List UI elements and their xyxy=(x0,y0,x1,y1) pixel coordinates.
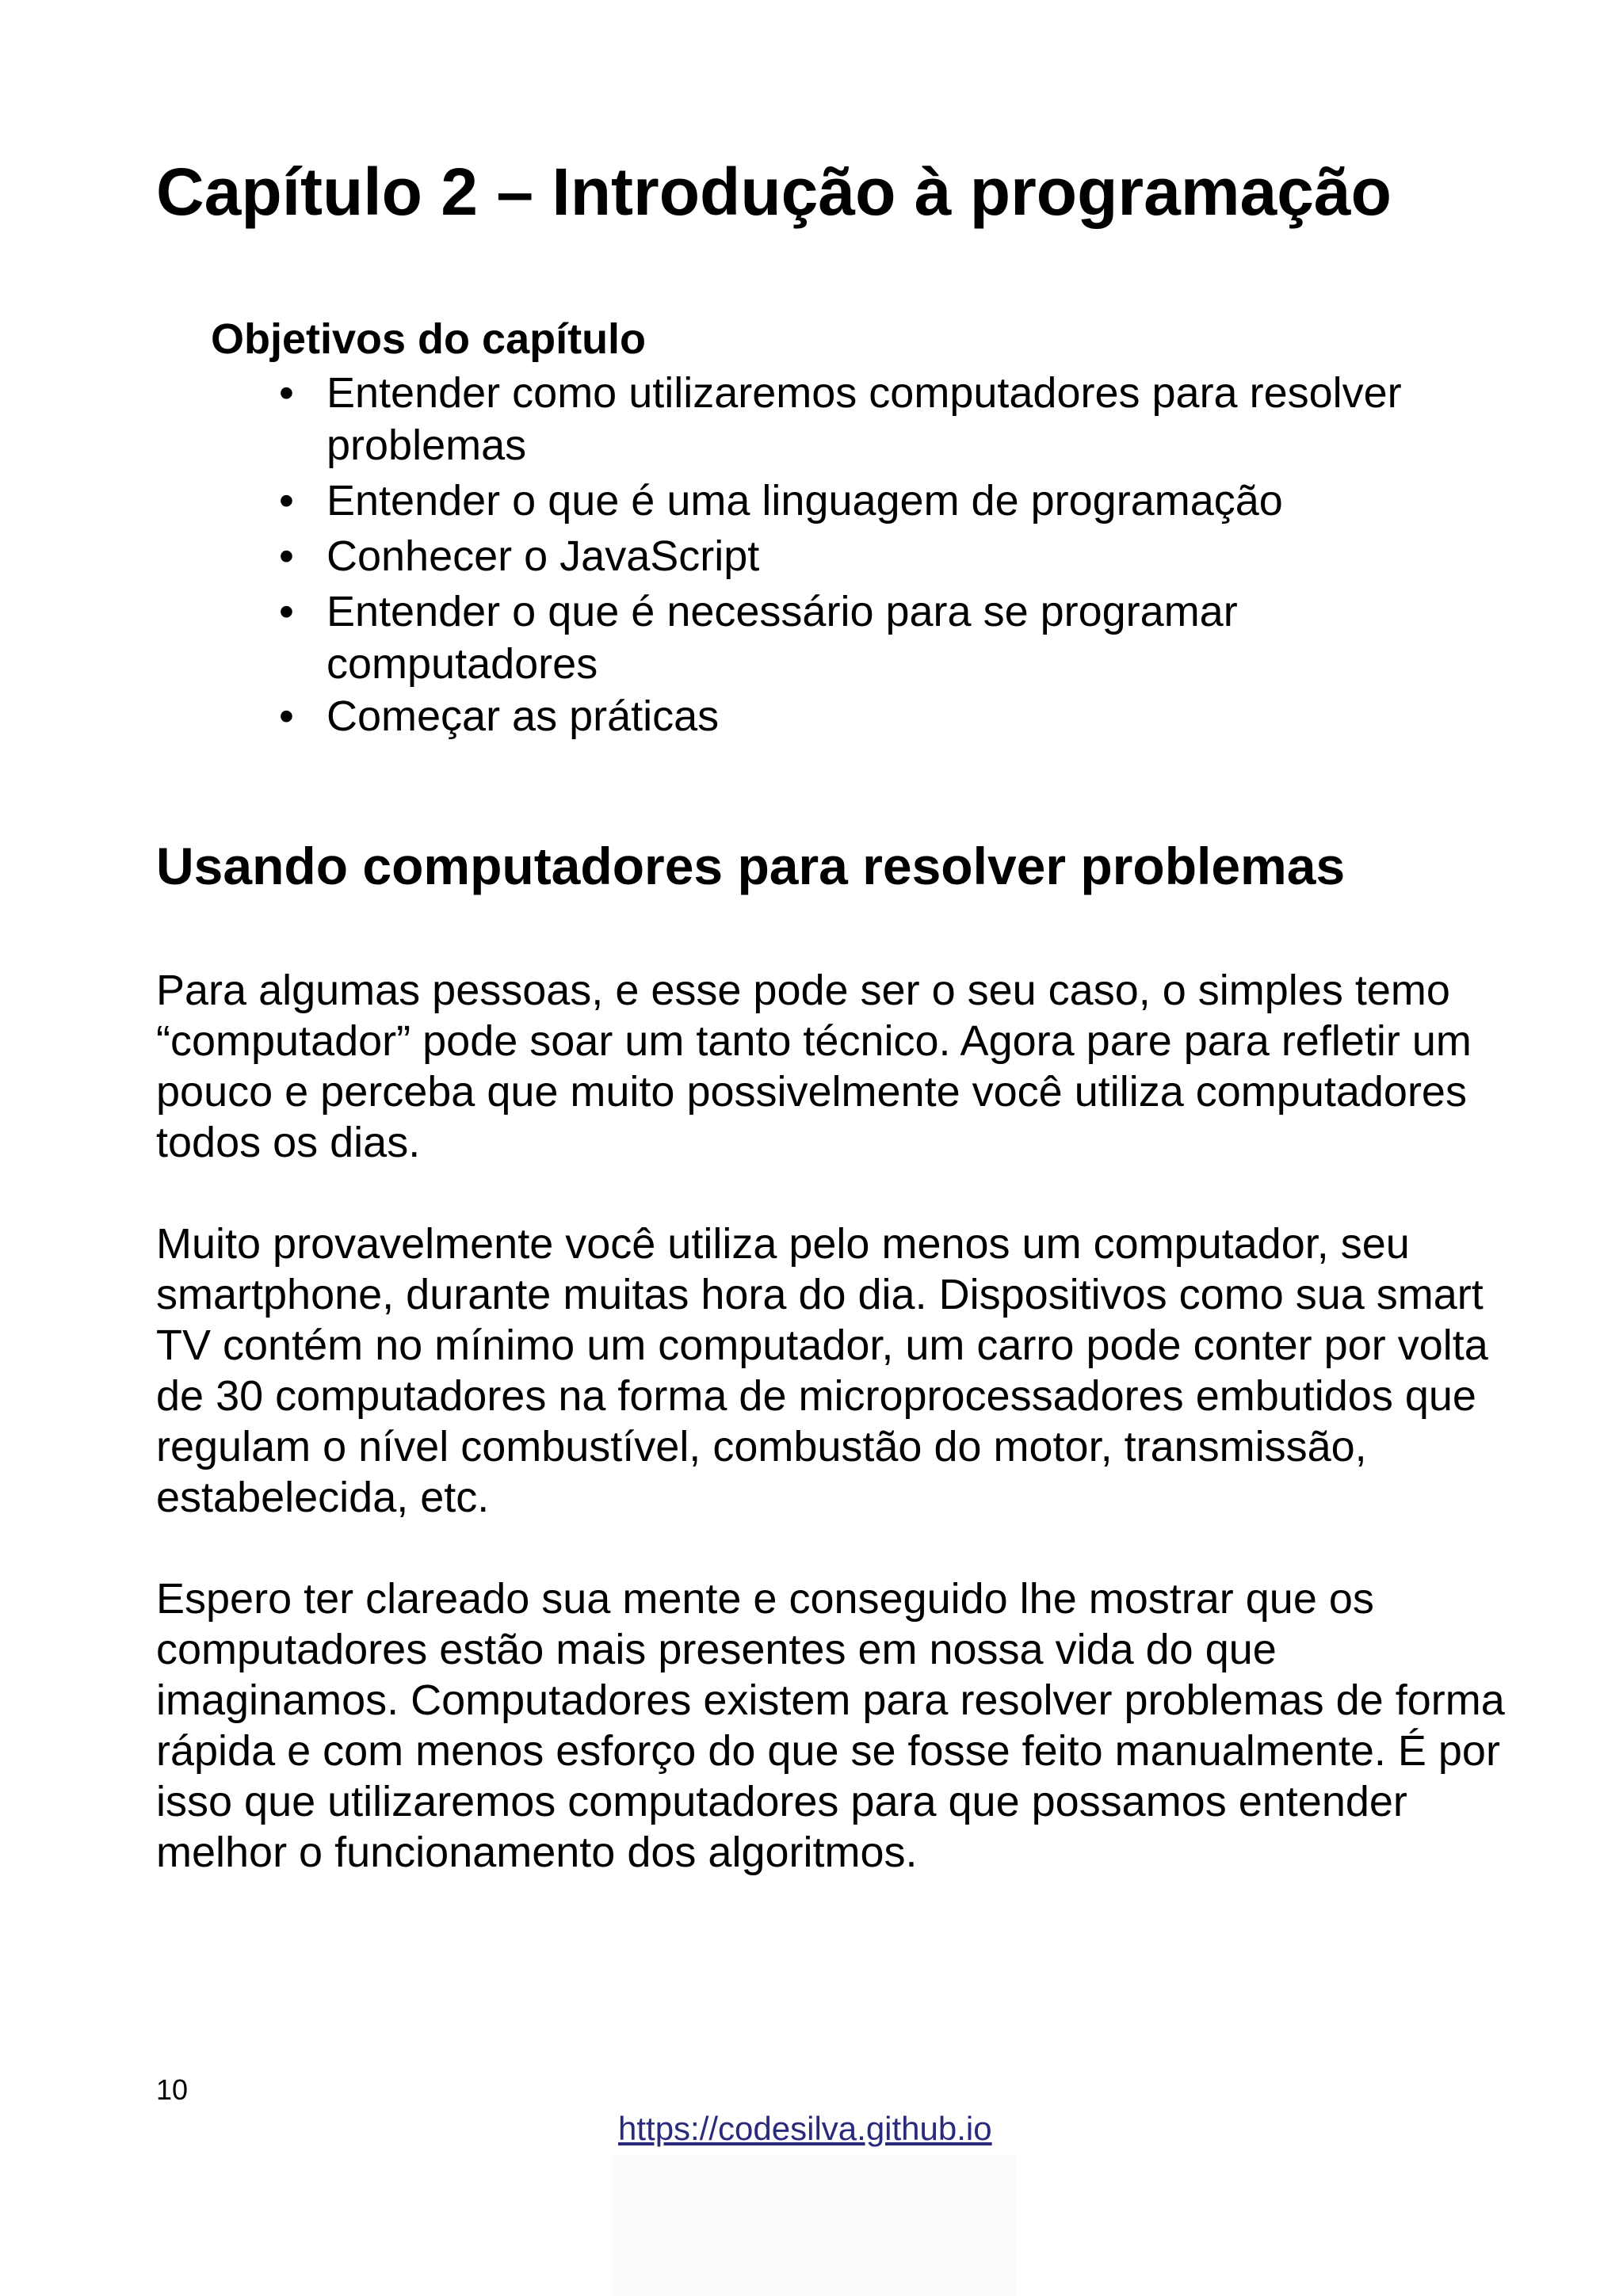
list-item-text: Conhecer o JavaScript xyxy=(327,532,760,580)
list-item xyxy=(211,530,1468,582)
page-number: 10 xyxy=(156,2073,189,2106)
body-paragraph: Para algumas pessoas, e esse pode ser o seu caso, o simples temo “computador” pode soar um tanto técnico. Agora pare para refletir um pouco e perceba que muito possivelmente você utiliza computadores todos os dias. xyxy=(156,967,1472,1166)
list-item xyxy=(211,475,1468,527)
list-item-text: Entender o que é uma linguagem de programação xyxy=(327,477,1283,524)
list-item xyxy=(211,585,1468,690)
list-item-text: Começar as práticas xyxy=(327,692,720,740)
chapter-title: Capítulo 2 – Introdução à programação xyxy=(156,154,1392,229)
body-paragraph: Espero ter clareado sua mente e conseguido lhe mostrar que os computadores estão mais presentes em nossa vida do que imaginamos. Computadores existem para resolver problemas de forma rápida e com menos esforço do que se fosse feito manualmente. É por isso que utilizaremos computadores para que possamos entender melhor o funcionamento dos algoritmos. xyxy=(156,1575,1505,1876)
objectives-list xyxy=(211,367,1510,742)
list-item xyxy=(211,367,1468,471)
bullet-icon: • xyxy=(279,692,294,740)
chapter-objectives xyxy=(211,311,1510,742)
bullet-icon: • xyxy=(279,588,294,635)
footer-block xyxy=(612,2155,1016,2296)
list-item xyxy=(211,690,1468,742)
body-paragraph: Muito provavelmente você utiliza pelo menos um computador, seu smartphone, durante muitas hora do dia. Dispositivos como sua smart TV contém no mínimo um computador, um carro pode conter por volta de 30 computadores na forma de microprocessadores embutidos que regulam o nível combustível, combustão do motor, transmissão, estabelecida, etc. xyxy=(156,1220,1488,1521)
footer-link[interactable]: https://codesilva.github.io xyxy=(618,2110,992,2147)
bullet-icon: • xyxy=(279,369,294,417)
list-item-text: Entender o que é necessário para se programar computadores xyxy=(327,588,1238,688)
bullet-icon: • xyxy=(279,477,294,524)
list-item-text: Entender como utilizaremos computadores para resolver problemas xyxy=(327,369,1402,469)
bullet-icon: • xyxy=(279,532,294,580)
section-title: Usando computadores para resolver problemas xyxy=(156,837,1346,895)
objectives-title: Objetivos do capítulo xyxy=(211,315,647,363)
